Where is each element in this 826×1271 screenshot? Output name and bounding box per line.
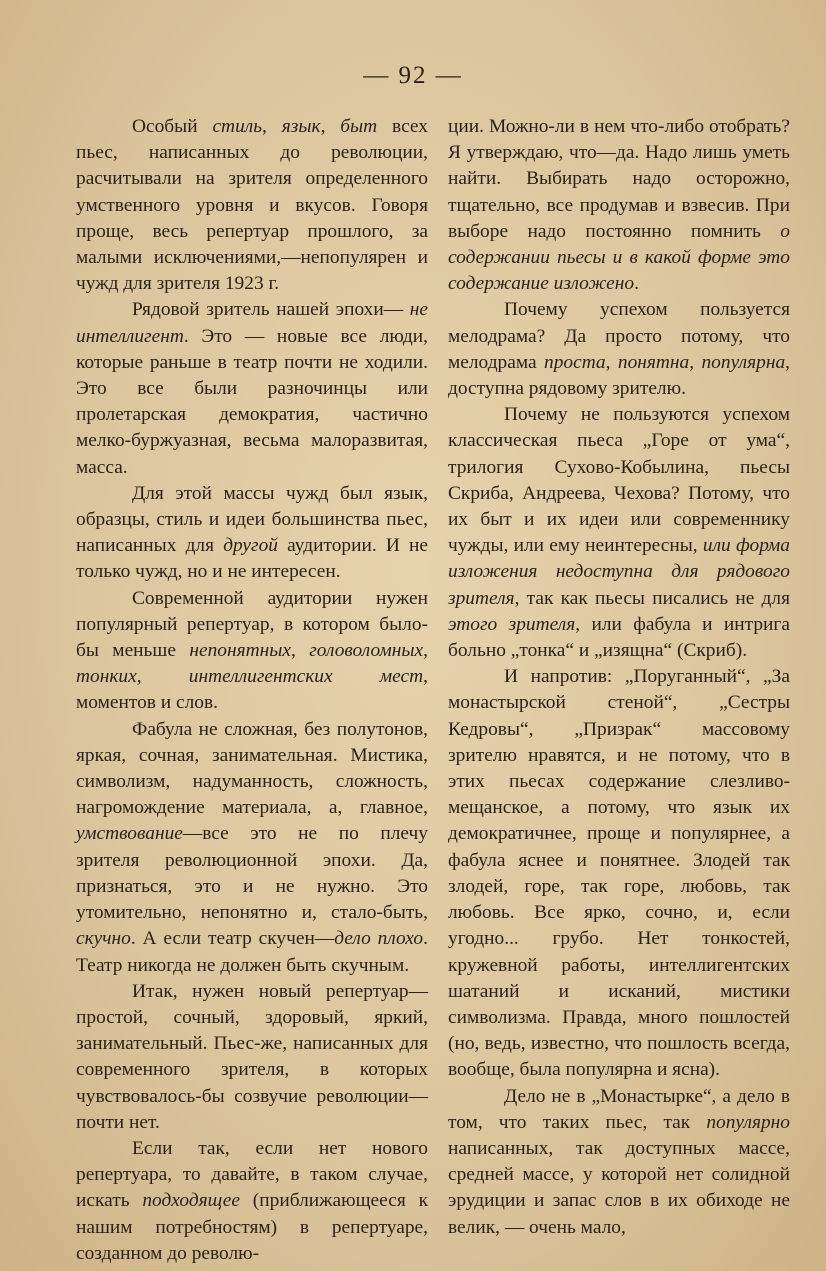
text-run: Дело не в „Монастырке“, а дело в том, что таких пьес, так: [448, 1085, 790, 1133]
paragraph: [76, 114, 428, 297]
emphasis-text: популярно: [706, 1111, 790, 1133]
text-run: ,: [262, 116, 282, 137]
text-run: (приближающееся к нашим потребностям) в репертуаре, созданном до револю-: [76, 1190, 428, 1264]
text-run: Для этой массы чужд был язык, образцы, стиль и идеи большинства пьес, написанных для: [76, 482, 428, 557]
text-run: —все это не по плечу зрителя революционной эпохи. Да, признаться, это и не нужно. Это утомительно, непонятно и, стало-быть,: [76, 823, 428, 924]
paragraph: [76, 979, 428, 1136]
text-run: . Театр никогда не должен быть скучным.: [76, 928, 428, 976]
paragraph: [448, 664, 790, 1083]
page-number: — 92 —: [363, 62, 463, 89]
emphasis-text: о содержании пьесы и в какой форме это содержание изложено: [448, 220, 790, 295]
emphasis-text: непонятных: [189, 640, 291, 662]
text-run: написанных, так доступных массе, средней массе, у которой нет солидной эрудиции и запас слов в их обиходе не велик, — очень мало,: [448, 1137, 790, 1238]
paragraph: [448, 114, 790, 297]
emphasis-text: быт: [340, 116, 378, 137]
emphasis-text: подходящее: [142, 1190, 240, 1212]
text-run: ,: [689, 351, 702, 373]
text-run: ,: [290, 640, 310, 662]
emphasis-text: проста: [544, 351, 606, 373]
text-run: Почему не пользуются успехом классическая пьеса „Горе от ума“, трилогия Сухово-Кобылина, пьесы Скриба, Андреева, Чехова? Потому, что их быт и их идеи или современнику чужды, или ему неинтересны,: [448, 404, 790, 557]
text-run: , так как пьесы писались не для: [514, 587, 790, 609]
text-run: Если так, если нет нового репертуара, то давайте, в таком случае, искать: [76, 1137, 428, 1212]
emphasis-text: умствование: [76, 823, 183, 845]
text-run: всех пьес, написанных до революции, расчитывали на зрителя определенного умственного уровня и вкусов. Говоря проще, весь репертуар прошлого, за малыми исключениями,—непопулярен и чужд для зрителя 1923 г.: [76, 116, 428, 295]
text-run: Современной аудитории нужен популярный репертуар, в котором было-бы меньше: [76, 587, 428, 662]
emphasis-text: другой: [223, 535, 278, 557]
emphasis-text: понятна: [617, 351, 690, 373]
emphasis-text: интеллигентских мест: [188, 666, 424, 688]
text-run: Особый: [132, 116, 213, 137]
paragraph: [76, 1136, 428, 1267]
emphasis-text: скучно: [76, 928, 131, 950]
emphasis-text: этого зрителя: [448, 613, 576, 635]
emphasis-text: популярна: [701, 351, 786, 373]
paragraph: [448, 1084, 790, 1241]
text-run: .: [634, 273, 639, 295]
paragraph: [448, 297, 790, 402]
text-run: И напротив: „Поруганный“, „За монастырской стеной“, „Сестры Кедровы“, „Призрак“ массовому зрителю нравятся, и не потому, что в этих пьесах содержание слезливо-мещанское, а потому, что язык их демократичнее, проще и популярнее, а фабула яснее и понятнее. Злодей так злодей, горе, так горе, любовь, так любовь. Все ярко, сочно, и, если угодно... грубо. Нет тонкостей, кружевной работы, интеллигентских шатаний и исканий, мистики символизма. Правда, много пошлостей (но, ведь, известно, что пошлость всегда, вообще, была популярна и ясна).: [448, 666, 790, 1081]
text-run: ,: [320, 116, 341, 137]
text-run: ,: [605, 351, 618, 373]
text-run: ции. Можно-ли в нем что-либо отобрать? Я утверждаю, что—да. Надо лишь уметь найти. Выбирать надо осторожно, тщательно, все продумав и взвесив. При выборе надо постоянно помнить: [448, 116, 790, 242]
paragraph: [76, 586, 428, 717]
emphasis-text: не интеллигент: [76, 299, 428, 347]
right-column: [448, 114, 790, 1241]
text-run: , или фабула и интрига больно „тонка“ и „изящна“ (Скриб).: [448, 613, 790, 662]
text-run: , доступна рядовому зрителю.: [448, 351, 790, 400]
text-run: Почему успехом пользуется мелодрама? Да просто потому, что мелодрама: [448, 299, 790, 373]
emphasis-text: или форма изложения недоступна для рядового зрителя: [448, 535, 790, 609]
text-run: ,: [136, 666, 189, 688]
emphasis-text: язык: [281, 116, 321, 137]
emphasis-text: дело плохо: [334, 928, 424, 950]
paragraph: [448, 402, 790, 664]
paragraph: [76, 297, 428, 480]
text-run: Фабула не сложная, без полутонов, яркая, сочная, занимательная. Мистика, символизм, надуманность, сложность, нагромождение материала, а, главное,: [76, 718, 428, 819]
text-run: аудитории. И не только чужд, но и не интересен.: [76, 535, 428, 583]
text-run: Итак, нужен новый репертуар—простой, сочный, здоровый, яркий, занимательный. Пьес-же, написанных для современного зрителя, в которых чувствовалось-бы созвучие революции—почти нет.: [76, 980, 428, 1133]
left-column: [76, 114, 428, 1267]
text-run: ,: [423, 640, 428, 662]
text-run: Рядовой зритель нашей эпохи—: [132, 299, 410, 321]
paragraph: [76, 481, 428, 586]
emphasis-text: головоломных: [309, 640, 424, 662]
text-run: . Это — новые все люди, которые раньше в театр почти не ходили. Это все были разночинцы или пролетарская демократия, частично мелко-буржуазная, весьма малоразвитая, масса.: [76, 325, 428, 478]
text-run: . А если театр скучен—: [130, 928, 335, 950]
emphasis-text: тонких: [76, 666, 137, 688]
emphasis-text: стиль: [212, 116, 263, 137]
paragraph: [76, 717, 428, 979]
text-run: , моментов и слов.: [76, 666, 428, 714]
